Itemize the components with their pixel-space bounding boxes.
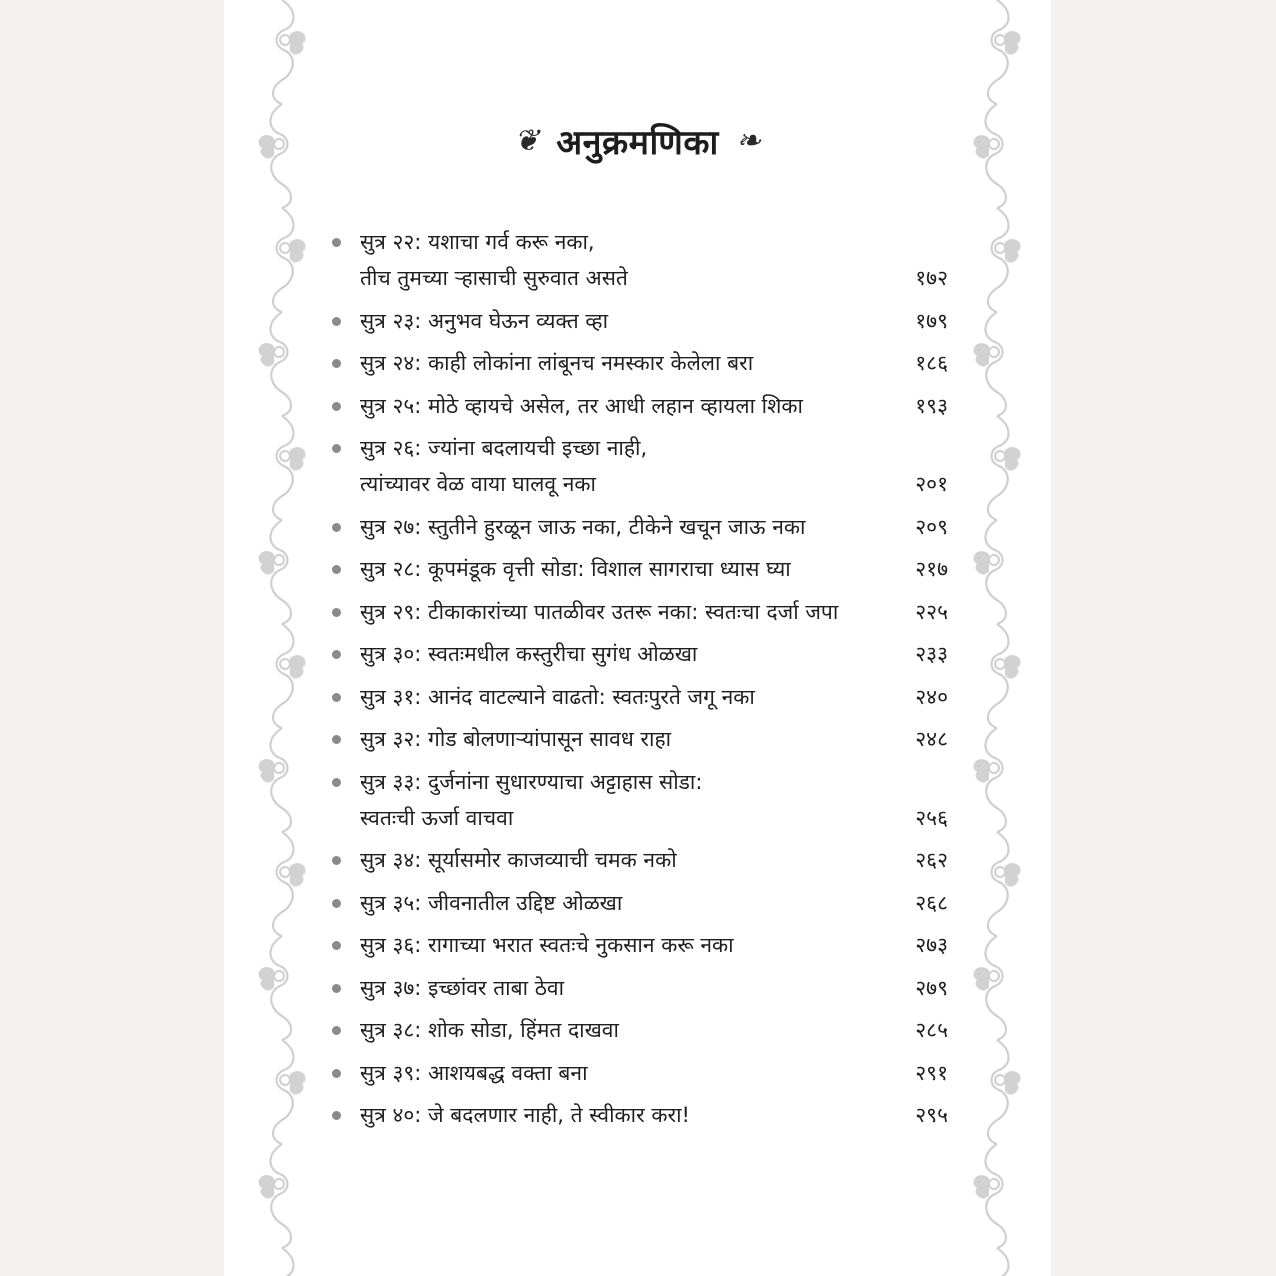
toc-page-number: २०९ [915, 514, 948, 539]
toc-entry[interactable] [328, 224, 948, 296]
left-flourish-icon: ❦ [513, 123, 540, 159]
ornamental-border-left-icon [252, 0, 312, 1276]
book-page [224, 0, 1051, 1276]
toc-entry-title: सुत्र २६: ज्यांना बदलायची इच्छा नाही, [360, 436, 648, 460]
bullet-icon [332, 778, 341, 787]
toc-entry[interactable] [328, 1055, 948, 1091]
toc-page-number: २२५ [915, 599, 948, 624]
bullet-icon [332, 238, 341, 247]
toc-page-number: २४० [915, 684, 948, 709]
toc-entry[interactable] [328, 885, 948, 921]
toc-page-number: २७९ [915, 975, 948, 1000]
toc-entry[interactable] [328, 970, 948, 1006]
toc-entry-title: सुत्र ३६: रागाच्या भरात स्वतःचे नुकसान करू नका [360, 933, 734, 957]
bullet-icon [332, 523, 341, 532]
toc-entry-title: तीच तुमच्या ऱ्हासाची सुरुवात असते [360, 266, 628, 290]
toc-page-number: २०१ [915, 472, 948, 496]
toc-entry-title: सुत्र ४०: जे बदलणार नाही, ते स्वीकार करा! [360, 1103, 690, 1127]
toc-entry-title: सुत्र ३१: आनंद वाटल्याने वाढतो: स्वतःपुरते जगू नका [360, 684, 755, 709]
bullet-icon [332, 402, 341, 411]
toc-entry-title: सुत्र २७: स्तुतीने हुरळून जाऊ नका, टीकेने खचून जाऊ नका [360, 514, 806, 539]
toc-page-number: २९१ [915, 1060, 948, 1085]
toc-entry-title: सुत्र ३३: दुर्जनांना सुधारण्याचा अट्टाहास सोडा: [360, 769, 703, 794]
toc-page-number: १७९ [915, 308, 948, 333]
toc-entry-title: स्वतःची ऊर्जा वाचवा [360, 805, 514, 830]
toc-entry-title: सुत्र २८: कूपमंडूक वृत्ती सोडा: विशाल सागराचा ध्यास घ्या [360, 557, 791, 581]
toc-entry[interactable] [328, 509, 948, 545]
toc-entry-title: सुत्र ३४: सूर्यासमोर काजव्याची चमक नको [360, 848, 677, 872]
toc-entry[interactable] [328, 679, 948, 715]
bullet-icon [332, 984, 341, 993]
toc-entry[interactable] [328, 842, 948, 878]
bullet-icon [332, 1026, 341, 1035]
bullet-icon [332, 359, 341, 368]
toc-entry-title: सुत्र ३७: इच्छांवर ताबा ठेवा [360, 975, 565, 1000]
toc-entry[interactable] [328, 1012, 948, 1048]
toc-entry[interactable] [328, 594, 948, 630]
toc-entry-title: सुत्र ३०: स्वतःमधील कस्तुरीचा सुगंध ओळखा [360, 642, 698, 666]
bullet-icon [332, 444, 341, 453]
table-of-contents [328, 224, 948, 1140]
bullet-icon [332, 608, 341, 617]
toc-entry[interactable] [328, 764, 948, 836]
bullet-icon [332, 317, 341, 326]
toc-entry-title: सुत्र ३२: गोड बोलणाऱ्यांपासून सावध राहा [360, 727, 672, 751]
bullet-icon [332, 693, 341, 702]
toc-entry-title: सुत्र ३९: आशयबद्ध वक्ता बना [360, 1060, 588, 1085]
toc-page-number: २६८ [915, 890, 948, 915]
bullet-icon [332, 856, 341, 865]
toc-entry-title: सुत्र २५: मोठे व्हायचे असेल, तर आधी लहान व्हायला शिका [360, 393, 803, 418]
toc-entry-title: सुत्र २९: टीकाकारांच्या पातळीवर उतरू नका: स्वतःचा दर्जा जपा [360, 599, 839, 624]
toc-entry-title: सुत्र २२: यशाचा गर्व करू नका, [360, 230, 595, 254]
bullet-icon [332, 735, 341, 744]
toc-entry[interactable] [328, 303, 948, 339]
toc-entry[interactable] [328, 551, 948, 587]
toc-page-number: २७३ [915, 933, 948, 957]
toc-page-number: १८६ [915, 351, 948, 375]
bullet-icon [332, 565, 341, 574]
toc-page-number: २३३ [915, 642, 948, 666]
toc-page-number: २६२ [915, 848, 948, 872]
bullet-icon [332, 1069, 341, 1078]
toc-entry[interactable] [328, 721, 948, 757]
toc-entry[interactable] [328, 388, 948, 424]
toc-entry-title: सुत्र ३५: जीवनातील उद्दिष्ट ओळखा [360, 890, 623, 915]
toc-page-number: २९५ [915, 1103, 948, 1127]
toc-entry-title: सुत्र २४: काही लोकांना लांबूनच नमस्कार केलेला बरा [360, 351, 754, 375]
toc-header [224, 118, 1051, 164]
ornamental-border-right-icon [967, 0, 1027, 1276]
toc-page-number: २५६ [915, 805, 948, 830]
toc-entry[interactable] [328, 927, 948, 963]
bullet-icon [332, 1111, 341, 1120]
toc-entry[interactable] [328, 430, 948, 502]
page-title: अनुक्रमणिका [556, 123, 719, 163]
toc-entry[interactable] [328, 345, 948, 381]
toc-page-number: २४८ [915, 727, 948, 751]
toc-entry-title: सुत्र ३८: शोक सोडा, हिंमत दाखवा [360, 1018, 619, 1042]
right-flourish-icon: ❧ [735, 123, 762, 159]
toc-entry[interactable] [328, 1097, 948, 1133]
bullet-icon [332, 941, 341, 950]
toc-entry[interactable] [328, 636, 948, 672]
toc-entry-title: त्यांच्यावर वेळ वाया घालवू नका [360, 472, 596, 496]
toc-page-number: १९३ [915, 393, 948, 418]
toc-page-number: २८५ [915, 1018, 948, 1042]
toc-page-number: २१७ [915, 557, 948, 581]
bullet-icon [332, 899, 341, 908]
bullet-icon [332, 650, 341, 659]
toc-page-number: १७२ [915, 266, 948, 290]
toc-entry-title: सुत्र २३: अनुभव घेऊन व्यक्त व्हा [360, 308, 609, 333]
